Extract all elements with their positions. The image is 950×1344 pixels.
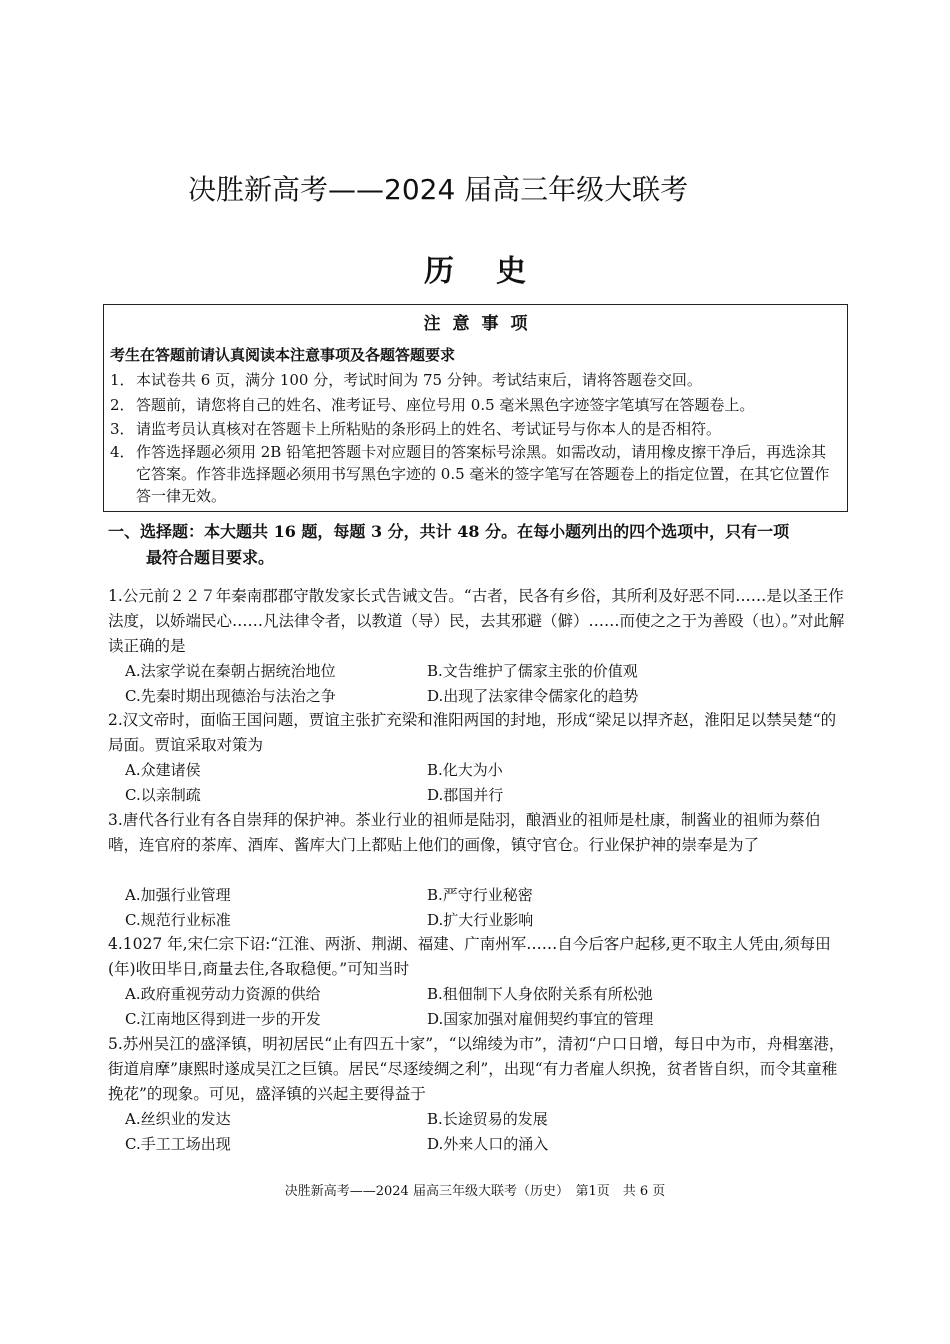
option-row [125,684,845,709]
option-row [125,659,845,684]
subject-title: 历史 [424,254,568,289]
question-stem: 5.苏州吴江的盛泽镇，明初居民“止有四五十家”，“以绵绫为市”，清初“户口日增，每日中为市，舟楫塞港，街道肩摩”康熙时遂成吴江之巨镇。居民“尽逐绫绸之利”，出现“有力者雇人织挽，贫者皆自织，而令其童稚挽花”的现象。可见，盛泽镇的兴起主要得益于 [108,1035,845,1103]
option-row [125,758,845,783]
option-row [125,1107,845,1132]
option-row [125,883,845,908]
page-footer: 决胜新高考——2024 届高三年级大联考（历史） 第1页 共 6 页 [284,1184,666,1199]
option-row [125,1007,845,1032]
option-a: A.丝织业的发达 [125,1110,231,1128]
option-row [125,783,845,808]
option-d: D.扩大行业影响 [427,911,534,929]
option-c: C.先秦时期出现德治与法治之争 [125,687,336,705]
notice-item-text: 本试卷共 6 页，满分 100 分，考试时间为 75 分钟。考试结束后，请将答题卷交回。 [136,371,702,389]
question-stem: 1.公元前２２７年秦南郡郡守散发家长式告诫文告。“古者，民各有乡俗，其所利及好恶不同……是以圣王作法度，以娇端民心……凡法律令者，以教道（导）民，去其邪避（僻）……而使之之于为善殴（也）。”对此解读正确的是 [108,587,845,655]
notice-item-number: 2． [110,396,135,414]
question-stem: 4.1027 年,宋仁宗下诏:“江淮、两浙、荆湖、福建、广南州军……自今后客户起移,更不取主人凭由,须每田(年)收田毕日,商量去住,各取稳便。”可知当时 [108,935,831,978]
notice-item-number: 3． [110,420,135,438]
option-c: C.以亲制疏 [125,786,201,804]
option-b: B.化大为小 [427,761,503,779]
exam-title: 决胜新高考——2024 届高三年级大联考 [188,173,689,206]
option-d: D.出现了法家律令儒家化的趋势 [427,687,639,705]
option-row [125,1132,845,1157]
notice-item-number: 1． [110,371,135,389]
option-d: D.郡国并行 [427,786,504,804]
section-heading-line: 一、选择题：本大题共 16 题，每题 3 分，共计 48 分。在每小题列出的四个选项中，只有一项 [108,522,790,541]
notice-item [110,394,843,416]
notice-item-text: 作答选择题必须用 2B 铅笔把答题卡对应题目的答案标号涂黑。如需改动，请用橡皮擦干净后，再选涂其它答案。作答非选择题必须用书写黑色字迹的 0.5 毫米的签字笔写在答题卷上的指定位置，在其它位置作答一律无效。 [136,443,830,505]
section-heading-line: 最符合题目要求。 [146,548,275,567]
option-row [125,982,845,1007]
notice-item-text: 答题前，请您将自己的姓名、准考证号、座位号用 0.5 毫米黑色字迹签字笔填写在答题卷上。 [136,396,755,414]
notice-item-text: 请监考员认真核对在答题卡上所粘贴的条形码上的姓名、考试证号与你本人的是否相符。 [136,420,722,438]
option-d: D.国家加强对雇佣契约事宜的管理 [427,1010,654,1028]
option-b: B.租佃制下人身依附关系有所松弛 [427,985,653,1003]
question-stem: 3.唐代各行业有各自崇拜的保护神。茶业行业的祖师是陆羽，酿酒业的祖师是杜康，制酱业的祖师为蔡伯喈，连官府的茶库、酒库、酱库大门上都贴上他们的画像，镇守官仓。行业保护神的崇奉是为了 [108,811,821,854]
section-heading [108,519,848,571]
notice-item-number: 4． [110,443,135,461]
option-c: C.规范行业标准 [125,911,231,929]
option-a: A.众建诸侯 [125,761,201,779]
option-a: A.法家学说在秦朝占据统治地位 [125,662,336,680]
option-a: A.加强行业管理 [125,886,231,904]
notice-item [110,418,843,440]
option-a: A.政府重视劳动力资源的供给 [125,985,321,1003]
option-c: C.手工工场出现 [125,1135,231,1153]
option-d: D.外来人口的涌入 [427,1135,549,1153]
notice-lead: 考生在答题前请认真阅读本注意事项及各题答题要求 [110,346,456,364]
option-b: B.严守行业秘密 [427,886,533,904]
notice-item [110,369,843,391]
option-row [125,908,845,933]
notice-box [103,304,848,512]
option-b: B.文告维护了儒家主张的价值观 [427,662,638,680]
option-b: B.长途贸易的发展 [427,1110,548,1128]
option-c: C.江南地区得到进一步的开发 [125,1010,321,1028]
question-stem: 2.汉文帝时，面临王国问题，贾谊主张扩充梁和淮阳两国的封地，形成“梁足以捍齐赵，淮阳足以禁吴楚“的局面。贾谊采取对策为 [108,711,837,754]
notice-title: 注意事项 [423,314,540,334]
notice-item [110,441,843,507]
